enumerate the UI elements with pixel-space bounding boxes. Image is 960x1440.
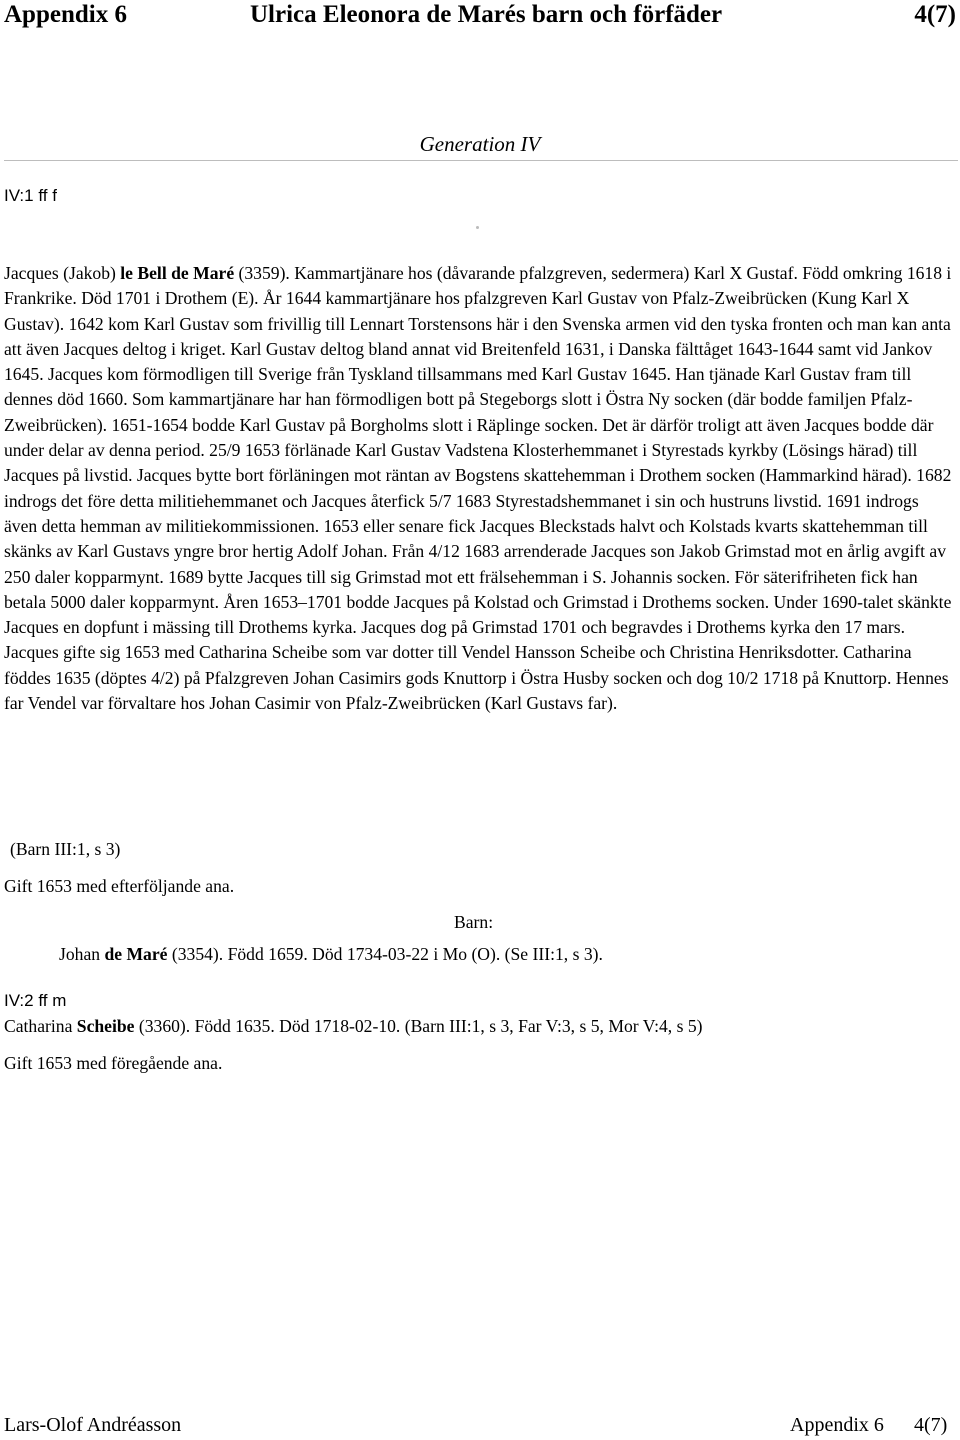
child-surname: de Maré	[104, 944, 168, 964]
header-page-number: 4(7)	[914, 1, 956, 28]
person1-first-name: Jacques (Jakob)	[4, 263, 116, 283]
person2-id-label: IV:2 ff m	[4, 991, 67, 1010]
person1-id-label: IV:1 ff f	[4, 186, 57, 205]
person1-surname: le Bell de Maré	[120, 263, 235, 283]
decorative-dot	[476, 226, 479, 229]
person1-marriage: Gift 1653 med efterföljande ana.	[4, 876, 235, 896]
person2-marriage: Gift 1653 med föregående ana.	[4, 1053, 223, 1073]
person1-biography	[4, 261, 952, 716]
person2-details: (3360). Född 1635. Död 1718-02-10. (Barn III:1, s 3, Far V:3, s 5, Mor V:4, s 5)	[134, 1016, 703, 1036]
person2-surname: Scheibe	[76, 1016, 135, 1036]
person2-entry	[4, 1016, 703, 1037]
child-details: (3354). Född 1659. Död 1734-03-22 i Mo (O). (Se III:1, s 3).	[167, 944, 603, 964]
generation-heading: Generation IV	[419, 132, 541, 156]
page-header	[4, 0, 956, 30]
children-label: Barn:	[454, 912, 494, 932]
person2-first-name: Catharina	[4, 1016, 77, 1036]
child-first-name: Johan	[59, 944, 105, 964]
footer-author: Lars-Olof Andréasson	[4, 1414, 182, 1436]
generation-divider	[4, 160, 958, 161]
person1-barn-ref: (Barn III:1, s 3)	[10, 839, 121, 859]
footer-appendix: Appendix 6	[790, 1414, 884, 1436]
header-appendix: Appendix 6	[4, 1, 127, 28]
footer-page-number: 4(7)	[914, 1414, 948, 1436]
header-title: Ulrica Eleonora de Marés barn och förfäder	[250, 1, 723, 28]
child-entry	[59, 944, 603, 965]
person1-biography-text: (3359). Kammartjänare hos (dåvarande pfalzgreven, sedermera) Karl X Gustaf. Född omkring 1618 i Frankrike. Död 1701 i Drothem (E). År 1644 kammartjänare hos pfalzgreven Karl Gustav von Pfalz-Zweibrücken (Kung Karl X Gustav). 1642 kom Karl Gustav som frivillig till Lennart Torstensons här i den Svenska armen vid den tyska fronten och man kan anta att även Jacques deltog i kriget. Karl Gustav deltog bland annat vid Breitenfeld 1631, i Danska fälttåget 1643-1644 samt vid Jankov 1645. Jacques kom förmodligen till Sverige från Tyskland tillsammans med Karl Gustav 1645. Han tjänade Karl Gustav fram till dennes död 1660. Som kammartjänare har han förmodligen bott på Stegeborgs slott i Östra Ny socken (där bodde familjen Pfalz-Zweibrücken). 1651-1654 bodde Karl Gustav på Borgholms slott i Räplinge socken. Det är därför troligt att även Jacques bodde där under delar av denna period. 25/9 1653 förlänade Karl Gustav Vadstena Klosterhemmanet i Styrestads kyrkby (Lösings härad) till Jacques på livstid. Jacques bytte bort förläningen mot räntan av Bogstens skattehemman i Drothem socken (Hammarkind härad). 1682 indrogs det före detta militiehemmanet och Jacques återfick 5/7 1683 Styrestadshemmanet i sin och hustruns livstid. 1691 indrogs även detta hemman av militiekommissionen. 1653 eller senare fick Jacques Bleckstads halvt och Kolstads kvarts skattehemman till skänks av Karl Gustavs yngre bror hertig Adolf Johan. Från 4/12 1683 arrenderade Jacques son Jakob Grimstad mot en årlig avgift av 250 daler kopparmynt. 1689 bytte Jacques till sig Grimstad mot ett frälsehemman i S. Johannis socken. För säterifriheten fick han betala 5000 daler kopparmynt. Åren 1653–1701 bodde Jacques på Kolstad och Grimstad i Drothems socken. Under 1690-talet skänkte Jacques en dopfunt i mässing till Drothems kyrka. Jacques dog på Grimstad 1701 och begravdes i Drothems kyrka den 17 mars. Jacques gifte sig 1653 med Catharina Scheibe som var dotter till Vendel Hansson Scheibe och Christina Henriksdotter. Catharina föddes 1635 (döptes 4/2) på Pfalzgreven Johan Casimirs gods Knuttorp i Östra Husby socken och dog 10/2 1718 på Knuttorp. Hennes far Vendel var förvaltare hos Johan Casimir von Pfalz-Zweibrücken (Karl Gustavs far).	[4, 263, 952, 714]
